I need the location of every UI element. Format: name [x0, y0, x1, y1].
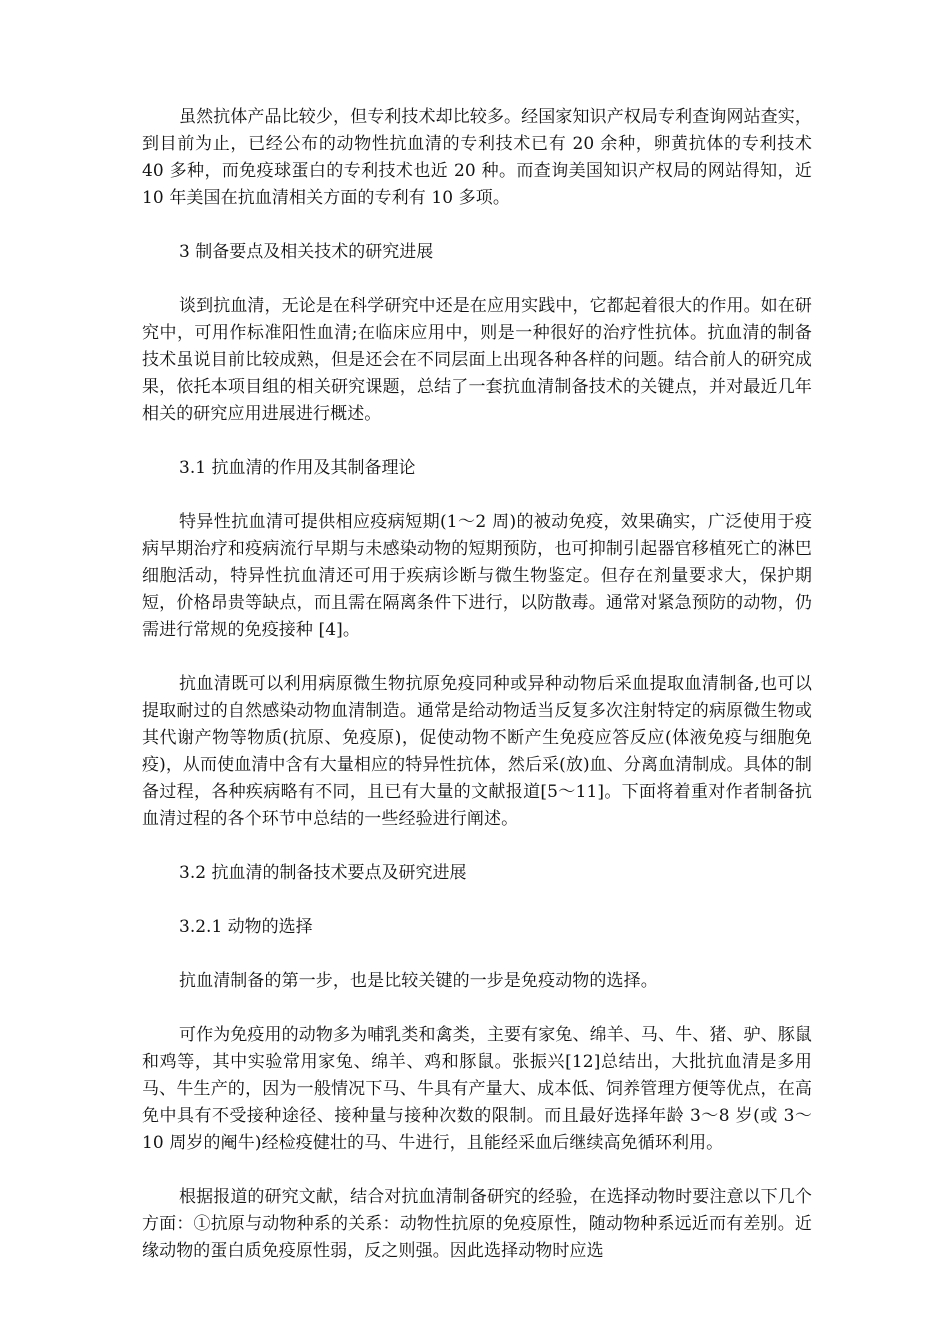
paragraph-specific-antiserum: 特异性抗血清可提供相应疫病短期(1～2 周)的被动免疫，效果确实，广泛使用于疫病早期治疗和疫病流行早期与未感染动物的短期预防，也可抑制引起器官移植死亡的淋巴细胞活动，特异性抗血清还可用于疾病诊断与微生物鉴定。但存在剂量要求大，保护期短，价格昂贵等缺点，而且需在隔离条件下进行，以防散毒。通常对紧急预防的动物，仍需进行常规的免疫接种 [4]。 [142, 512, 812, 640]
paragraph-patents: 虽然抗体产品比较少，但专利技术却比较多。经国家知识产权局专利查询网站查实，到目前为止，已经公布的动物性抗血清的专利技术已有 20 余种，卵黄抗体的专利技术 40 多种，而免疫球蛋白的专利技术也近 20 种。而查询美国知识产权局的网站得知，近 10 年美国在抗血清相关方面的专利有 10 多项。 [142, 107, 812, 208]
paragraph-animal-types: 可作为免疫用的动物多为哺乳类和禽类，主要有家兔、绵羊、马、牛、猪、驴、豚鼠和鸡等，其中实验常用家兔、绵羊、鸡和豚鼠。张振兴[12]总结出，大批抗血清是多用马、牛生产的，因为一般情况下马、牛具有产量大、成本低、饲养管理方便等优点，在高免中具有不受接种途径、接种量与接种次数的限制。而且最好选择年龄 3～8 岁(或 3～10 周岁的阉牛)经检疫健壮的马、牛进行，且能经采血后继续高免循环利用。 [142, 1025, 812, 1153]
section-heading-3-1: 3.1 抗血清的作用及其制备理论 [179, 458, 416, 478]
paragraph-preparation-theory: 抗血清既可以利用病原微生物抗原免疫同种或异种动物后采血提取血清制备,也可以提取耐过的自然感染动物血清制造。通常是给动物适当反复多次注射特定的病原微生物或其代谢产物等物质(抗原、免疫原)，促使动物不断产生免疫应答反应(体液免疫与细胞免疫)，从而使血清中含有大量相应的特异性抗体，然后采(放)血、分离血清制成。具体的制备过程，各种疾病略有不同，且已有大量的文献报道[5～11]。下面将着重对作者制备抗血清过程的各个环节中总结的一些经验进行阐述。 [142, 674, 812, 829]
document-page [142, 104, 812, 1265]
section-heading-3: 3 制备要点及相关技术的研究进展 [179, 242, 434, 262]
paragraph-antiserum-overview: 谈到抗血清，无论是在科学研究中还是在应用实践中，它都起着很大的作用。如在研究中，可用作标准阳性血清;在临床应用中，则是一种很好的治疗性抗体。抗血清的制备技术虽说目前比较成熟，但是还会在不同层面上出现各种各样的问题。结合前人的研究成果，依托本项目组的相关研究课题，总结了一套抗血清制备技术的关键点，并对最近几年相关的研究应用进展进行概述。 [142, 296, 812, 424]
section-heading-3-2: 3.2 抗血清的制备技术要点及研究进展 [179, 863, 467, 883]
paragraph-selection-notes: 根据报道的研究文献，结合对抗血清制备研究的经验，在选择动物时要注意以下几个方面：①抗原与动物种系的关系：动物性抗原的免疫原性，随动物种系远近而有差别。近缘动物的蛋白质免疫原性弱，反之则强。因此选择动物时应选 [142, 1187, 812, 1261]
paragraph-first-step: 抗血清制备的第一步，也是比较关键的一步是免疫动物的选择。 [179, 971, 658, 991]
section-heading-3-2-1: 3.2.1 动物的选择 [179, 917, 313, 937]
